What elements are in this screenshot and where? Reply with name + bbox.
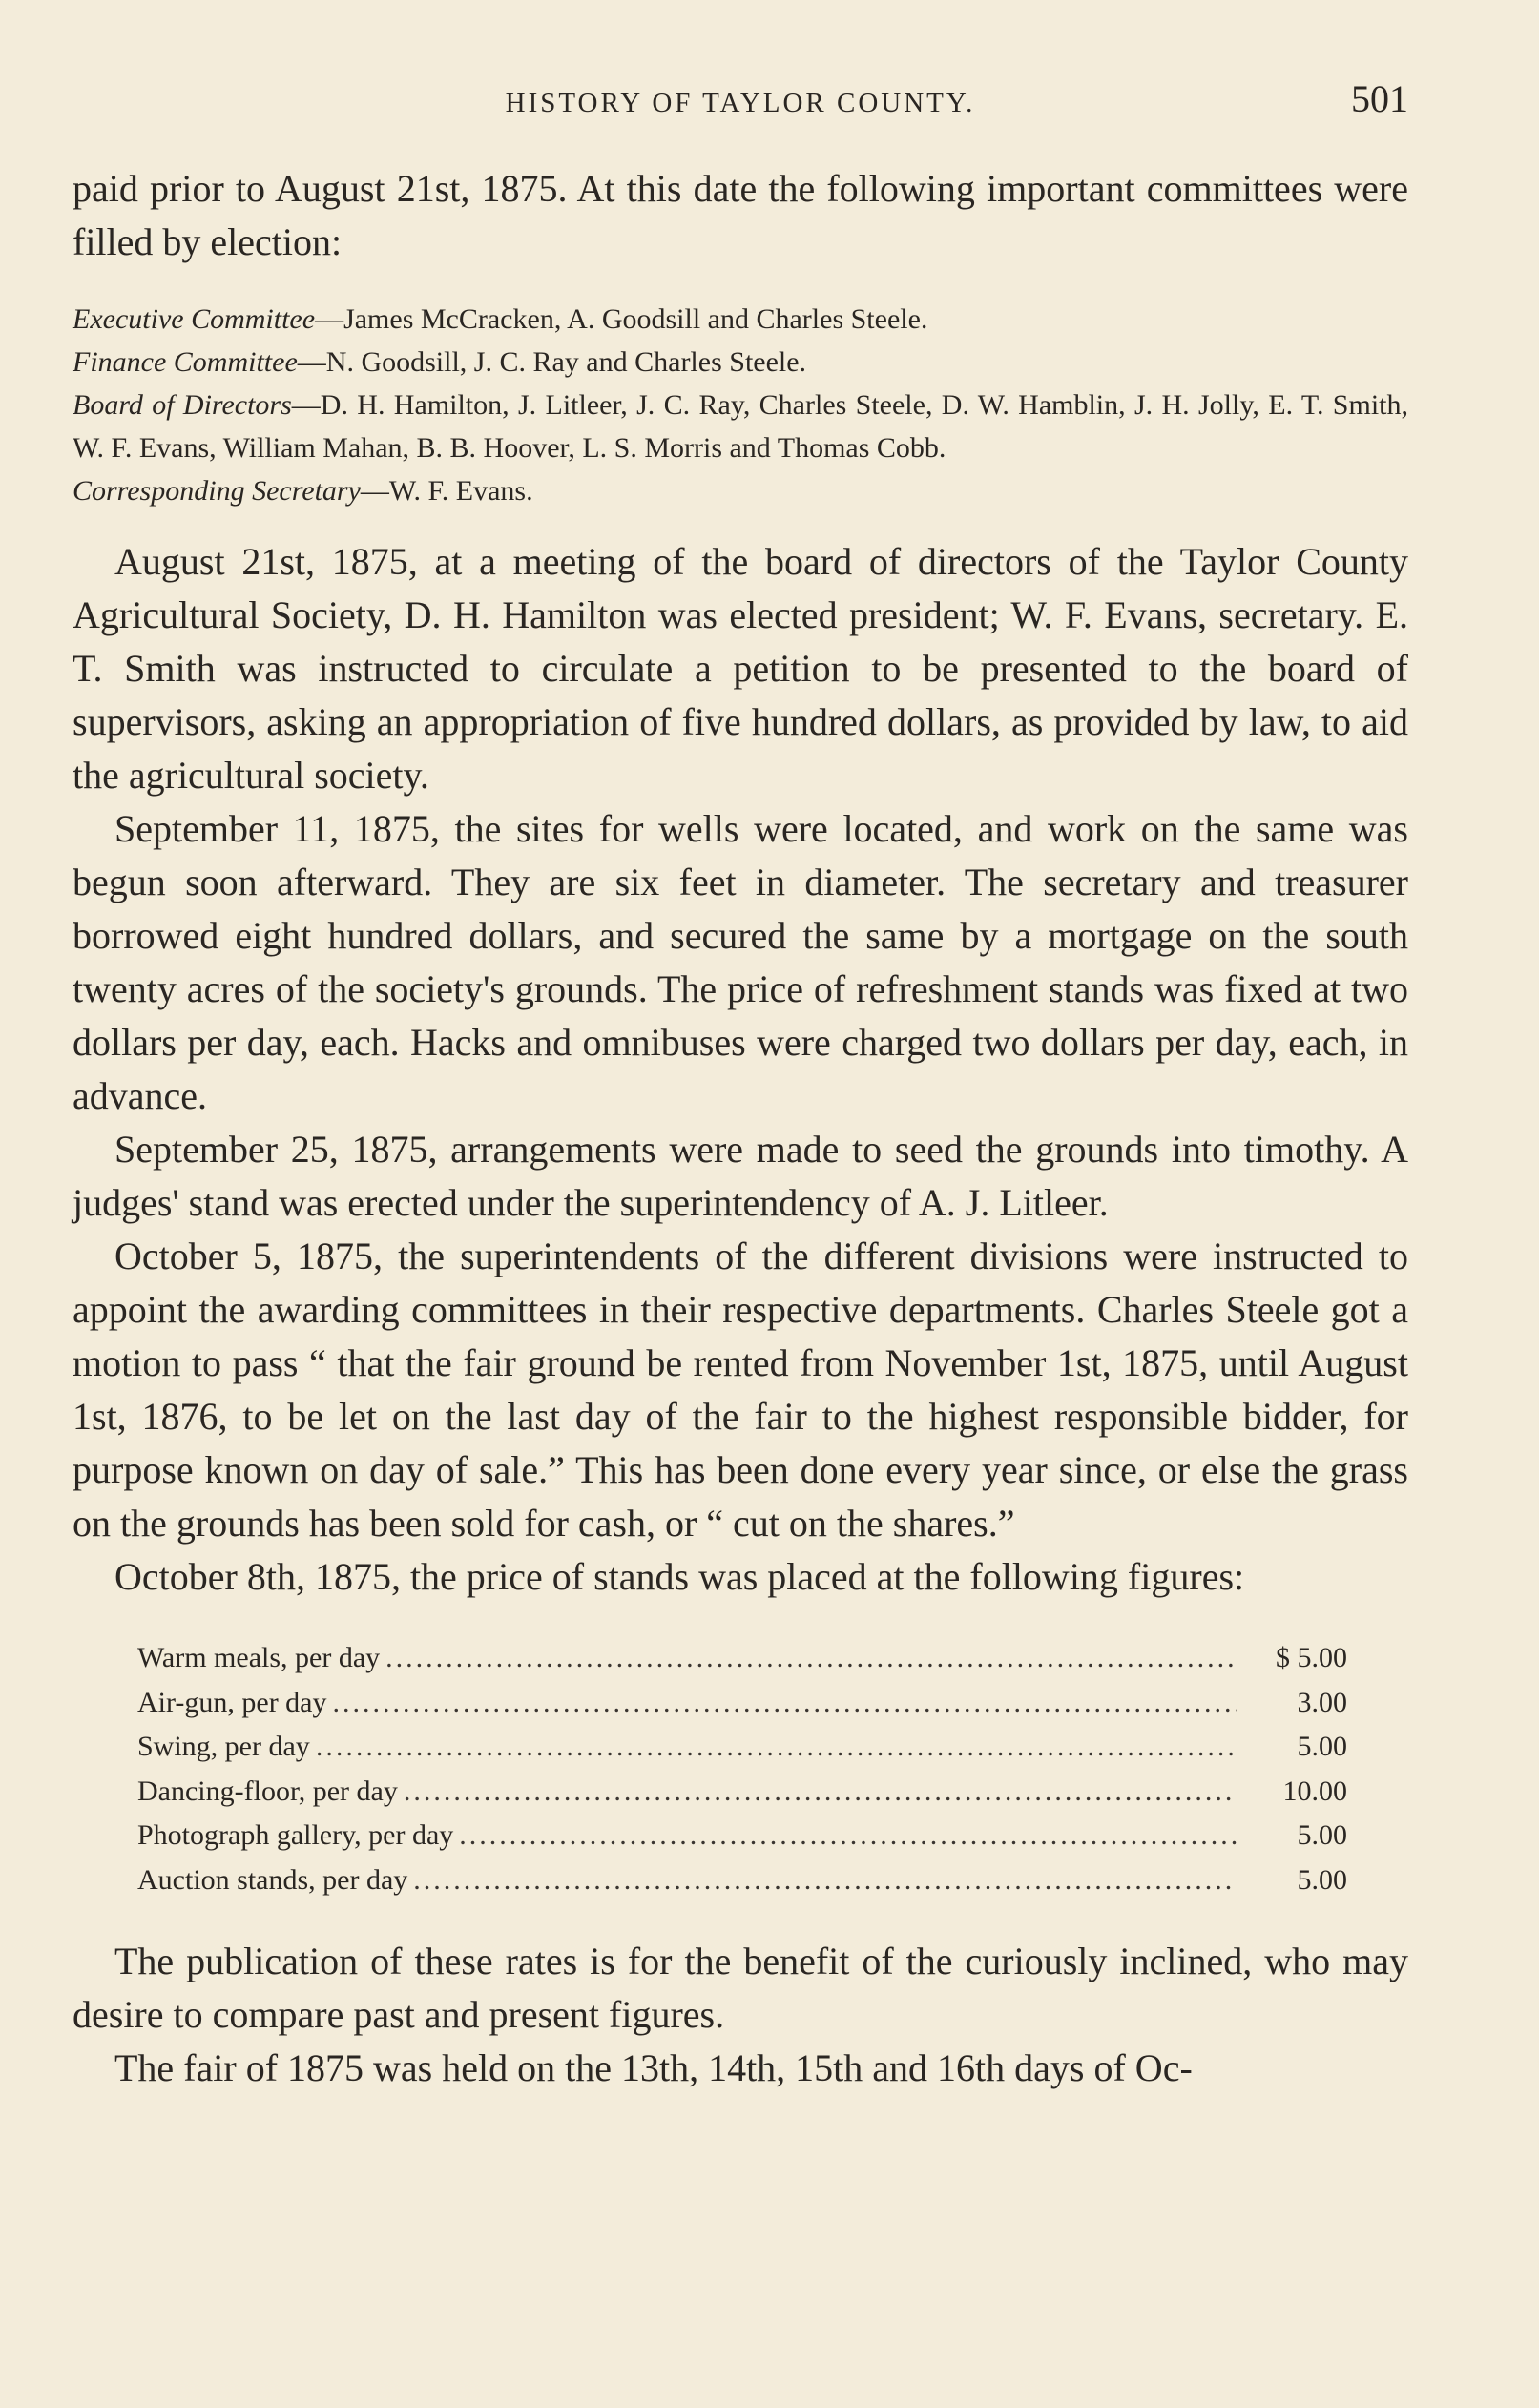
body-paragraph: August 21st, 1875, at a meeting of the board of directors of the Taylor County Agricultural Society, D. H. Hamilton was elected president; W. F. Evans, secretary. E. T. Smith was instructed to circulate a petition to be presented to the board of supervisors, asking an appropriation of five hundred dollars, as provided by law, to aid the agricultural society. — [73, 540, 1408, 797]
price-row — [137, 1858, 1347, 1903]
closing-paragraph: The fair of 1875 was held on the 13th, 14th, 15th and 16th days of Oc- — [114, 2046, 1193, 2089]
dot-leader — [316, 1725, 1237, 1770]
body-paragraph: October 8th, 1875, the price of stands was placed at the following figures: — [114, 1555, 1245, 1598]
committee-entry — [73, 469, 1408, 512]
committee-entry — [73, 384, 1408, 469]
price-row — [137, 1725, 1347, 1770]
body-paragraph: September 11, 1875, the sites for wells were located, and work on the same was begun soon afterward. They are six feet in diameter. The secretary and treasurer borrowed eight hundred dollars, and secured the same by a mortgage on the south twenty acres of the society's grounds. The price of refreshment stands was fixed at two dollars per day, each. Hacks and omnibuses were charged two dollars per day, each, in advance. — [73, 807, 1408, 1117]
dot-leader — [385, 1636, 1237, 1681]
committee-members: —James McCracken, A. Goodsill and Charles Steele. — [315, 303, 928, 335]
committee-list — [73, 298, 1408, 512]
body-paragraph: October 5, 1875, the superintendents of the different divisions were instructed to appoint the awarding committees in their respective departments. Charles Steele got a motion to pass “ that the fair ground be rented from November 1st, 1875, until August 1st, 1876, to be let on the last day of the fair to the highest responsible bidder, for purpose known on day of sale.” This has been done every year since, or else the grass on the grounds has been sold for cash, or “ cut on the shares.” — [73, 1235, 1408, 1545]
price-row — [137, 1636, 1347, 1681]
price-row — [137, 1814, 1347, 1858]
book-page — [73, 76, 1408, 2095]
price-item: Swing, per day — [137, 1731, 310, 1762]
price-item: Photograph gallery, per day — [137, 1819, 454, 1851]
price-row — [137, 1681, 1347, 1726]
dot-leader — [404, 1770, 1237, 1815]
committee-members: —N. Goodsill, J. C. Ray and Charles Steele. — [297, 346, 807, 378]
committee-members: —D. H. Hamilton, J. Litleer, J. C. Ray, Charles Steele, D. W. Hamblin, J. H. Jolly, E. T. Smith, W. F. Evans, William Mahan, B. B. Hoover, L. S. Morris and Thomas Cobb. — [73, 389, 1408, 464]
dot-leader — [459, 1814, 1237, 1858]
committee-label: Executive Committee — [73, 303, 316, 335]
price-item: Warm meals, per day — [137, 1642, 381, 1673]
price-row — [137, 1770, 1347, 1815]
price-amount: 5.00 — [1297, 1863, 1347, 1896]
price-amount: $ 5.00 — [1276, 1642, 1347, 1673]
price-item: Dancing-floor, per day — [137, 1775, 398, 1807]
intro-paragraph: paid prior to August 21st, 1875. At this date the following important committees were filled by election: — [73, 167, 1408, 263]
body-paragraph: September 25, 1875, arrangements were made to seed the grounds into timothy. A judges' stand was erected under the superintendency of A. J. Litleer. — [73, 1128, 1408, 1224]
price-amount: 10.00 — [1282, 1775, 1347, 1807]
committee-label: Finance Committee — [73, 346, 298, 378]
committee-entry — [73, 298, 1408, 341]
committee-label: Corresponding Secretary — [73, 475, 361, 507]
committee-members: —W. F. Evans. — [360, 475, 533, 507]
price-item: Auction stands, per day — [137, 1863, 408, 1896]
running-head — [73, 76, 1408, 134]
price-amount: 5.00 — [1297, 1731, 1347, 1762]
closing-paragraph: The publication of these rates is for the benefit of the curiously inclined, who may desire to compare past and present figures. — [73, 1940, 1408, 2036]
price-table — [137, 1636, 1347, 1902]
dot-leader — [333, 1681, 1237, 1726]
committee-label: Board of Directors — [73, 389, 292, 421]
committee-entry — [73, 341, 1408, 384]
price-item: Air-gun, per day — [137, 1686, 327, 1718]
running-title: HISTORY OF TAYLOR COUNTY. — [505, 88, 976, 118]
dot-leader — [413, 1858, 1237, 1903]
price-amount: 3.00 — [1297, 1686, 1347, 1718]
price-amount: 5.00 — [1297, 1819, 1347, 1851]
page-number: 501 — [1351, 77, 1408, 120]
